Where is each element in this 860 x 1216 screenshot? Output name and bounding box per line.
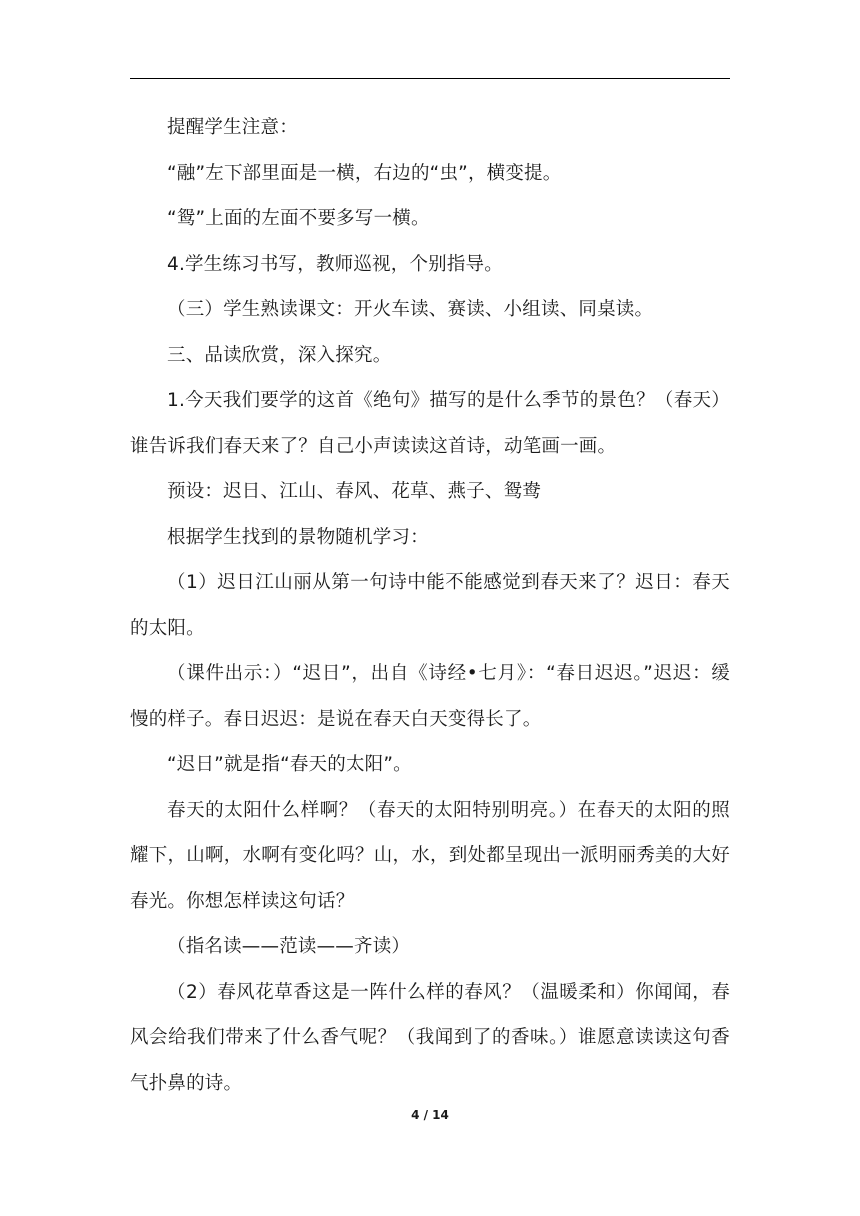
paragraph: （指名读——范读——齐读） <box>167 936 411 957</box>
paragraph: 1.今天我们要学的这首《绝句》描写的是什么季节的景色？（春天）谁告诉我们春天来了？自己小声读读这首诗，动笔画一画。 <box>130 390 730 457</box>
paragraph: 4.学生练习书写，教师巡视，个别指导。 <box>167 253 503 275</box>
section-heading: 三、品读欣赏，深入探究。 <box>167 344 392 366</box>
document-body <box>130 105 730 1106</box>
paragraph: （课件出示：）“迟日”，出自《诗经•七月》：“春日迟迟。”迟迟：缓慢的样子。春日迟迟：是说在春天白天变得长了。 <box>130 663 730 730</box>
paragraph: 春天的太阳什么样啊？（春天的太阳特别明亮。）在春天的太阳的照耀下，山啊，水啊有变化吗？山，水，到处都呈现出一派明丽秀美的大好春光。你想怎样读这句话？ <box>130 799 730 912</box>
paragraph: “融”左下部里面是一横，右边的“虫”，横变提。 <box>167 162 562 184</box>
paragraph: 根据学生找到的景物随机学习： <box>167 526 429 548</box>
paragraph: “迟日”就是指“春天的太阳”。 <box>167 754 412 775</box>
paragraph: （三）学生熟读课文：开火车读、赛读、小组读、同桌读。 <box>167 299 654 320</box>
paragraph: （1）迟日江山丽从第一句诗中能不能感觉到春天来了？迟日：春天的太阳。 <box>130 572 730 639</box>
header-rule <box>130 78 730 79</box>
page-number: 4 / 14 <box>411 1108 449 1122</box>
paragraph: 提醒学生注意： <box>167 117 298 138</box>
paragraph: “鸳”上面的左面不要多写一横。 <box>167 208 430 229</box>
paragraph: 预设：迟日、江山、春风、花草、燕子、鸳鸯 <box>167 481 542 502</box>
paragraph: （2）春风花草香这是一阵什么样的春风？（温暖柔和）你闻闻，春风会给我们带来了什么香气呢？（我闻到了的香味。）谁愿意读读这句香气扑鼻的诗。 <box>130 981 730 1094</box>
